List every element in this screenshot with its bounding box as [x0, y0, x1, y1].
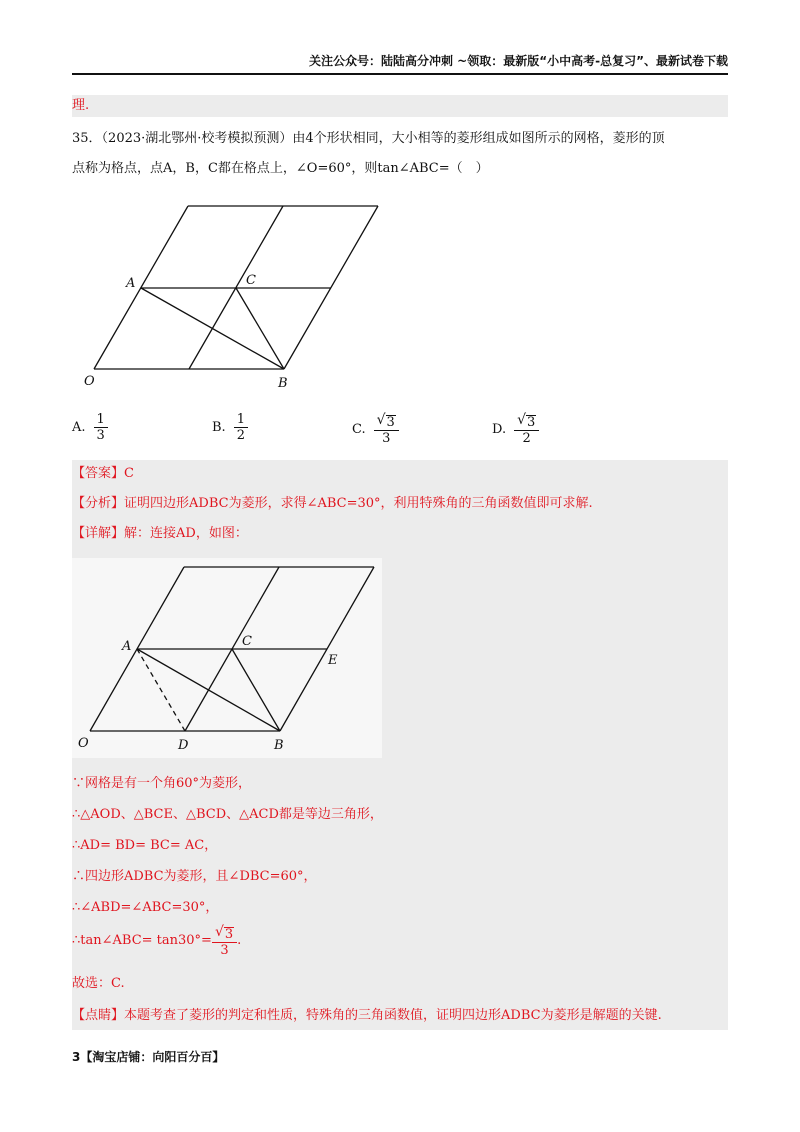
solution-line-6-suffix: . [237, 933, 242, 948]
comment-line [72, 1006, 662, 1026]
fig2-label-c: C [242, 634, 252, 649]
choice-d-letter: D. [492, 421, 507, 437]
question-line-1: 35．（2023·湖北鄂州·校考模拟预测）由4个形状相同，大小相等的菱形组成如图所示的网格，菱形的顶 [72, 131, 665, 146]
solution-line-6-prefix: ∴tan∠ABC= tan30°= [72, 933, 212, 948]
choice-d-radicand: 3 [527, 415, 536, 430]
choice-b-fraction [234, 412, 248, 443]
solution-line-6-denominator: 3 [220, 943, 229, 958]
choice-d-numerator: √ 3 [514, 412, 539, 431]
choice-c-numerator: √ 3 [374, 412, 399, 431]
fig2-label-d: D [178, 738, 189, 753]
page-footer [72, 1048, 224, 1065]
answer-tag: 【答案】 [72, 466, 125, 481]
label-c: C [246, 273, 256, 288]
choice-b [212, 412, 248, 443]
detail-line [72, 524, 248, 544]
choice-d [492, 412, 539, 446]
solution-line-2: ∴△AOD、△BCE、△BCD、△ACD都是等边三角形， [72, 807, 383, 822]
comment-tag: 【点睛】 [72, 1008, 125, 1023]
choice-a [72, 412, 108, 443]
solution-line-7: 故选：C. [72, 976, 125, 991]
choice-a-denominator: 3 [96, 428, 105, 443]
solution-line-1: ∵网格是有一个角60°为菱形， [72, 776, 252, 791]
choice-a-letter: A. [72, 420, 86, 435]
fig2-label-o: O [78, 736, 89, 751]
analysis-text: 证明四边形ADBC为菱形，求得∠ABC=30°，利用特殊角的三角函数值即可求解. [124, 496, 593, 511]
solution-line-4: ∴四边形ADBC为菱形，且∠DBC=60°， [72, 869, 317, 884]
answer-value: C [124, 466, 134, 481]
choice-c [352, 412, 399, 446]
solution-line-6-fraction [212, 924, 237, 958]
label-o: O [84, 374, 95, 389]
fig2-label-a: A [122, 639, 132, 654]
choice-c-radicand: 3 [386, 415, 395, 430]
choice-d-fraction [514, 412, 539, 446]
analysis-line [72, 494, 593, 514]
analysis-tag: 【分析】 [72, 496, 125, 511]
comment-text: 本题考查了菱形的判定和性质，特殊角的三角函数值，证明四边形ADBC为菱形是解题的关键. [124, 1008, 662, 1023]
solution-line-6 [72, 924, 241, 958]
detail-tag: 【详解】 [72, 526, 125, 541]
fig2-label-b: B [274, 738, 284, 753]
choice-b-denominator: 2 [236, 428, 245, 443]
answer-line [72, 464, 134, 484]
top-fragment: 理. [72, 98, 90, 113]
choice-d-denominator: 2 [522, 431, 531, 446]
fig2-label-e: E [328, 653, 338, 668]
solution-line-6-radicand: 3 [224, 927, 234, 942]
footer-text: 【淘宝店铺：向阳百分百】 [80, 1050, 225, 1064]
page-header: 关注公众号：陆陆高分冲刺 ~领取：最新版“小中高考-总复习”、最新试卷下载 [309, 54, 728, 68]
choice-b-letter: B. [212, 420, 226, 435]
figure-2-rhombus-grid [72, 558, 382, 758]
choice-c-fraction [374, 412, 399, 446]
question-line-2: 点称为格点，点A，B，C都在格点上，∠O=60°，则tan∠ABC=（ ） [72, 161, 489, 176]
header-rule [72, 73, 728, 75]
label-b: B [278, 376, 288, 391]
solution-line-6-numerator: √ 3 [212, 924, 237, 943]
choice-a-numerator: 1 [94, 412, 108, 428]
choice-c-letter: C. [352, 421, 366, 437]
choice-c-denominator: 3 [382, 431, 391, 446]
choice-a-fraction [94, 412, 108, 443]
figure-1-rhombus-grid [72, 195, 392, 395]
solution-line-5: ∴∠ABD=∠ABC=30°， [72, 900, 219, 915]
page-number: 3 [72, 1050, 81, 1064]
label-a: A [126, 276, 136, 291]
solution-line-3: ∴AD= BD= BC= AC， [72, 838, 218, 853]
detail-text: 解：连接AD，如图： [124, 526, 248, 541]
choice-b-numerator: 1 [234, 412, 248, 428]
